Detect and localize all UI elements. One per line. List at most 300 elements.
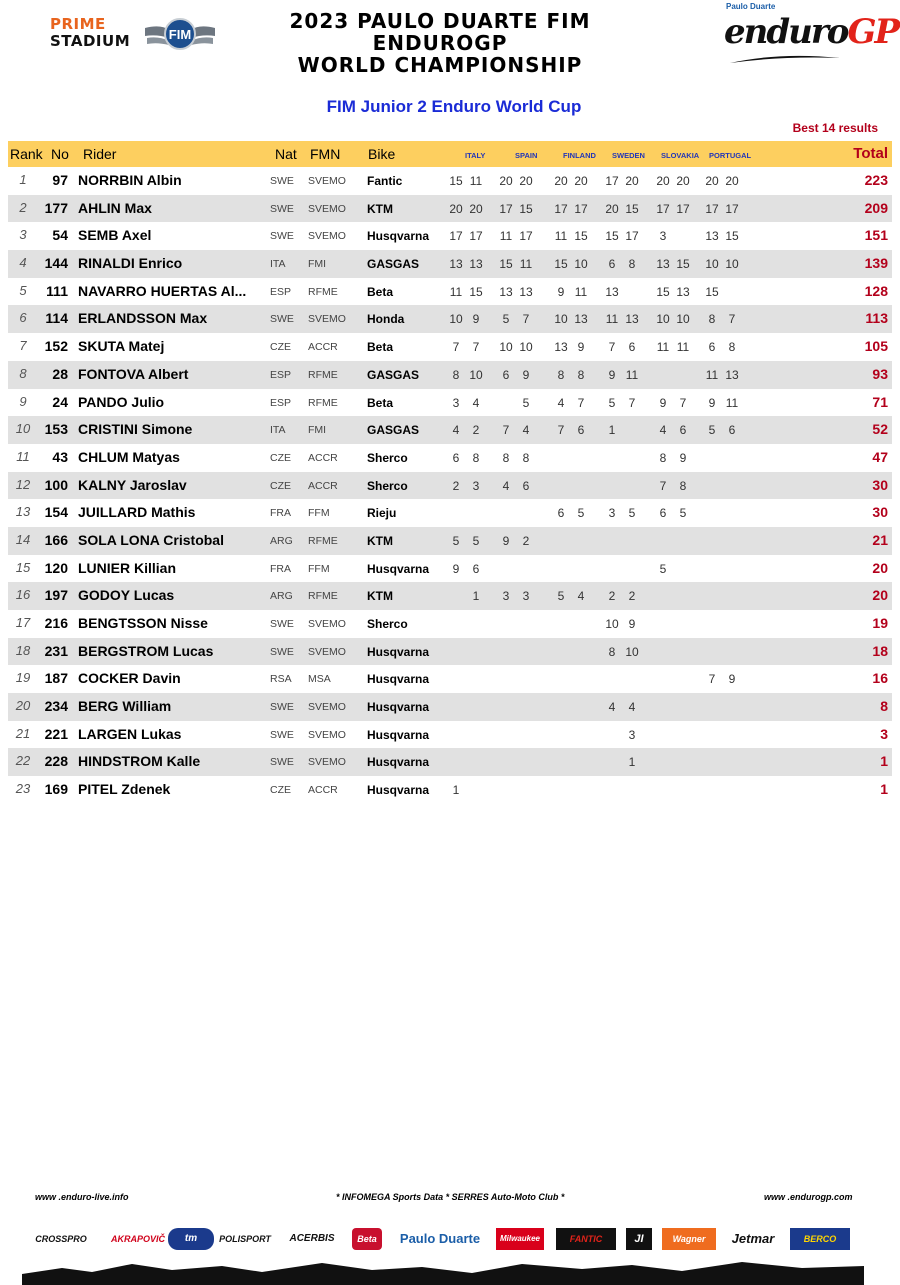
nationality-cell: SWE	[270, 645, 294, 658]
table-row	[8, 527, 892, 555]
rider-name-cell: BERG William	[78, 698, 172, 715]
score-cell: 20	[519, 174, 533, 188]
fmn-cell: RFME	[308, 285, 338, 298]
col-total: Total	[853, 145, 888, 162]
score-cell: 20	[574, 174, 588, 188]
rank-cell: 7	[19, 338, 27, 354]
table-row	[8, 250, 892, 278]
rank-cell: 16	[15, 587, 31, 603]
fmn-cell: ACCR	[308, 451, 338, 464]
score-cell: 11	[625, 367, 639, 382]
event-title-line2: WORLD CHAMPIONSHIP	[297, 53, 583, 77]
table-row	[8, 610, 892, 638]
rank-cell: 14	[15, 531, 31, 547]
sponsor-crosspro: CROSSPRO	[35, 1234, 87, 1244]
nationality-cell: ARG	[270, 534, 293, 547]
score-cell: 13	[676, 284, 690, 299]
endurogp-logo-word	[724, 12, 898, 52]
rider-name-cell: BENGTSSON Nisse	[78, 615, 208, 631]
score-cell: 5	[557, 589, 565, 604]
col-country-sweden: SWEDEN	[612, 151, 645, 160]
score-cell: 17	[656, 201, 670, 216]
score-cell: 17	[676, 201, 690, 216]
rank-cell: 2	[19, 199, 27, 215]
table-header	[8, 141, 892, 167]
rank-cell: 15	[15, 559, 31, 575]
rider-number-cell: 234	[44, 698, 68, 715]
bike-cell: KTM	[367, 589, 393, 604]
rider-name-cell: PITEL Zdenek	[78, 781, 171, 798]
rider-number-cell: 187	[44, 670, 68, 687]
bike-cell: Honda	[367, 312, 405, 327]
score-cell: 15	[605, 229, 619, 244]
score-cell: 13	[605, 284, 619, 299]
score-cell: 10	[449, 312, 463, 327]
rank-cell: 17	[15, 615, 31, 630]
table-row	[8, 638, 892, 666]
col-country-italy: ITALY	[465, 151, 486, 160]
score-cell: 7	[472, 340, 480, 355]
rider-name-cell: PANDO Julio	[78, 393, 165, 410]
col-fmn: FMN	[310, 146, 341, 162]
table-row	[8, 693, 892, 721]
total-cell: 128	[864, 282, 888, 299]
sponsor-milwaukee: Milwaukee	[496, 1228, 544, 1250]
rider-number-cell: 111	[46, 282, 68, 299]
score-cell: 6	[679, 423, 687, 438]
score-cell: 3	[608, 506, 616, 521]
rider-name-cell: CHLUM Matyas	[78, 448, 180, 465]
rank-cell: 19	[15, 670, 31, 686]
score-cell: 13	[519, 284, 533, 299]
score-cell: 5	[608, 395, 616, 410]
table-row	[8, 167, 892, 195]
score-cell: 7	[522, 312, 530, 327]
table-row	[8, 389, 892, 417]
score-cell: 8	[659, 450, 667, 465]
total-cell: 1	[880, 753, 888, 770]
score-cell: 10	[656, 312, 670, 327]
bike-cell: KTM	[367, 533, 393, 548]
total-cell: 139	[864, 255, 888, 272]
score-cell: 3	[502, 589, 510, 604]
bike-cell: Sherco	[367, 478, 408, 493]
sponsor-polisport: POLISPORT	[219, 1234, 271, 1244]
score-cell: 4	[659, 423, 667, 438]
fmn-cell: SVEMO	[308, 230, 346, 243]
col-country-finland: FINLAND	[563, 151, 596, 160]
score-cell: 1	[452, 783, 460, 798]
score-cell: 3	[522, 589, 530, 604]
rank-cell: 20	[15, 698, 31, 714]
rider-name-cell: SOLA LONA Cristobal	[78, 531, 224, 548]
score-cell: 6	[608, 257, 616, 272]
score-cell: 4	[628, 700, 636, 715]
rank-cell: 9	[19, 393, 27, 409]
fmn-cell: FFM	[308, 507, 330, 520]
nationality-cell: ESP	[270, 285, 292, 298]
score-cell: 5	[502, 312, 510, 327]
score-cell: 1	[608, 423, 616, 438]
score-cell: 13	[574, 312, 588, 327]
score-cell: 11	[554, 229, 568, 244]
score-cell: 4	[472, 395, 480, 410]
score-cell: 13	[449, 257, 463, 272]
table-body	[8, 167, 892, 804]
rider-name-cell: ERLANDSSON Max	[78, 310, 208, 327]
bike-cell: Husqvarna	[367, 561, 430, 576]
score-cell: 10	[574, 257, 588, 272]
nationality-cell: SWE	[270, 728, 294, 741]
score-cell: 20	[656, 174, 670, 188]
table-row	[8, 195, 892, 223]
endurogp-logo-enduro: enduro	[724, 12, 848, 52]
best-results-note: Best 14 results	[792, 121, 878, 135]
rank-cell: 23	[15, 781, 31, 797]
score-cell: 6	[708, 340, 716, 355]
score-cell: 9	[452, 561, 460, 576]
score-cell: 15	[499, 257, 513, 272]
sponsor-beta: Beta	[352, 1228, 382, 1250]
total-cell: 20	[872, 559, 888, 576]
nationality-cell: SWE	[270, 701, 294, 714]
score-cell: 15	[519, 201, 533, 216]
fmn-cell: SVEMO	[308, 645, 346, 658]
score-cell: 17	[469, 229, 483, 244]
score-cell: 3	[472, 478, 480, 493]
score-cell: 9	[659, 395, 667, 410]
fmn-cell: RFME	[308, 396, 338, 409]
score-cell: 20	[449, 201, 463, 216]
fim-logo	[143, 14, 217, 54]
col-rank: Rank	[10, 146, 43, 162]
score-cell: 5	[452, 533, 460, 548]
score-cell: 5	[659, 561, 667, 576]
fmn-cell: RFME	[308, 534, 338, 547]
score-cell: 17	[499, 201, 513, 216]
total-cell: 1	[880, 781, 888, 798]
col-country-spain: SPAIN	[515, 151, 538, 160]
total-cell: 71	[872, 393, 888, 410]
rider-name-cell: RINALDI Enrico	[78, 255, 183, 272]
sponsor-strip	[26, 1222, 860, 1256]
score-cell: 15	[625, 201, 639, 216]
score-cell: 6	[659, 506, 667, 521]
nationality-cell: ESP	[270, 368, 292, 381]
nationality-cell: FRA	[270, 562, 291, 575]
score-cell: 2	[452, 478, 460, 493]
footer-links	[0, 1192, 900, 1206]
fmn-cell: SVEMO	[308, 756, 346, 769]
score-cell: 20	[605, 201, 619, 216]
total-cell: 93	[872, 365, 888, 382]
terrain-silhouette	[22, 1258, 864, 1285]
table-row	[8, 333, 892, 361]
fmn-cell: FMI	[308, 258, 327, 271]
score-cell: 10	[499, 340, 513, 355]
rider-number-cell: 28	[52, 365, 68, 382]
sponsor-ji: JI	[626, 1228, 652, 1250]
score-cell: 17	[574, 201, 588, 216]
score-cell: 7	[628, 395, 636, 410]
score-cell: 3	[452, 395, 460, 410]
score-cell: 8	[577, 367, 585, 382]
rider-number-cell: 144	[44, 255, 68, 272]
fmn-cell: ACCR	[308, 479, 338, 492]
fmn-cell: ACCR	[308, 784, 338, 797]
score-cell: 11	[519, 257, 533, 272]
sponsor-jetmar: Jetmar	[731, 1231, 775, 1246]
bike-cell: Sherco	[367, 450, 408, 465]
rider-number-cell: 154	[44, 504, 68, 521]
fmn-cell: RFME	[308, 590, 338, 603]
event-title-line1: 2023 PAULO DUARTE FIM ENDUROGP	[289, 9, 591, 55]
col-no: No	[51, 146, 69, 162]
rank-cell: 22	[15, 753, 31, 769]
endurogp-logo-gp: GP	[847, 12, 899, 52]
score-cell: 10	[519, 340, 533, 355]
bike-cell: Husqvarna	[367, 727, 430, 742]
rider-name-cell: SKUTA Matej	[78, 338, 165, 355]
rider-number-cell: 152	[44, 338, 68, 355]
score-cell: 17	[554, 201, 568, 216]
fmn-cell: SVEMO	[308, 701, 346, 714]
score-cell: 8	[502, 450, 510, 465]
bike-cell: Husqvarna	[367, 229, 430, 244]
rider-number-cell: 120	[44, 559, 68, 576]
score-cell: 10	[676, 312, 690, 327]
score-cell: 5	[522, 395, 530, 410]
table-row	[8, 748, 892, 776]
score-cell: 17	[605, 174, 619, 188]
rank-cell: 21	[15, 725, 31, 741]
table-row	[8, 665, 892, 693]
bike-cell: Fantic	[367, 174, 403, 188]
total-cell: 105	[864, 338, 888, 355]
score-cell: 8	[679, 478, 687, 493]
score-cell: 11	[499, 229, 513, 244]
table-row	[8, 555, 892, 583]
rider-name-cell: LUNIER Killian	[78, 559, 177, 576]
bike-cell: GASGAS	[367, 367, 420, 382]
score-cell: 20	[625, 174, 639, 188]
total-cell: 30	[872, 476, 888, 493]
score-cell: 20	[469, 201, 483, 216]
score-cell: 11	[574, 284, 588, 299]
rider-name-cell: COCKER Davin	[78, 670, 181, 687]
score-cell: 7	[557, 423, 565, 438]
score-cell: 4	[522, 423, 530, 438]
score-cell: 7	[708, 672, 716, 687]
score-cell: 9	[708, 395, 716, 410]
score-cell: 7	[679, 395, 687, 410]
score-cell: 9	[728, 672, 736, 687]
score-cell: 4	[608, 700, 616, 715]
score-cell: 8	[557, 367, 565, 382]
rider-name-cell: LARGEN Lukas	[78, 725, 182, 742]
nationality-cell: SWE	[270, 313, 294, 326]
score-cell: 9	[577, 340, 585, 355]
rider-number-cell: 169	[44, 781, 68, 798]
score-cell: 6	[628, 340, 636, 355]
fmn-cell: SVEMO	[308, 175, 346, 187]
score-cell: 10	[554, 312, 568, 327]
rider-name-cell: JUILLARD Mathis	[78, 504, 196, 521]
sponsor-wagner: Wagner	[662, 1228, 716, 1250]
rank-cell: 12	[15, 476, 31, 492]
score-cell: 2	[628, 589, 636, 604]
score-cell: 6	[522, 478, 530, 493]
endurogp-logo-sponsor: Paulo Duarte	[726, 2, 776, 11]
table-row	[8, 776, 892, 804]
score-cell: 6	[728, 423, 736, 438]
score-cell: 2	[608, 589, 616, 604]
total-cell: 151	[864, 227, 888, 244]
score-cell: 7	[577, 395, 585, 410]
score-cell: 9	[522, 367, 530, 382]
total-cell: 20	[872, 587, 888, 604]
nationality-cell: SWE	[270, 756, 294, 769]
score-cell: 9	[472, 312, 480, 327]
rank-cell: 10	[15, 421, 31, 437]
bike-cell: GASGAS	[367, 423, 420, 438]
score-cell: 6	[557, 506, 565, 521]
score-cell: 4	[577, 589, 585, 604]
score-cell: 13	[469, 257, 483, 272]
fmn-cell: MSA	[308, 673, 331, 686]
sponsor-paulo-duarte: Paulo Duarte	[399, 1231, 481, 1246]
score-cell: 11	[656, 340, 670, 355]
table-row	[8, 278, 892, 306]
score-cell: 7	[608, 340, 616, 355]
rider-name-cell: SEMB Axel	[78, 227, 152, 244]
score-cell: 15	[574, 229, 588, 244]
nationality-cell: CZE	[270, 451, 291, 464]
total-cell: 18	[872, 642, 888, 659]
score-cell: 11	[705, 367, 719, 382]
rider-number-cell: 114	[45, 310, 68, 327]
nationality-cell: ARG	[270, 590, 293, 603]
nationality-cell: SWE	[270, 618, 294, 630]
score-cell: 13	[725, 367, 739, 382]
score-cell: 20	[499, 174, 513, 188]
rider-name-cell: KALNY Jaroslav	[78, 476, 187, 493]
score-cell: 9	[608, 367, 616, 382]
score-cell: 13	[705, 229, 719, 244]
score-cell: 17	[449, 229, 463, 244]
bike-cell: Husqvarna	[367, 644, 430, 659]
score-cell: 13	[554, 340, 568, 355]
score-cell: 10	[725, 257, 739, 272]
prime-logo-line1: PRIME	[50, 15, 106, 33]
total-cell: 21	[872, 531, 888, 548]
score-cell: 6	[502, 367, 510, 382]
rank-cell: 13	[15, 504, 31, 520]
bike-cell: KTM	[367, 201, 393, 216]
score-cell: 15	[725, 229, 739, 244]
fmn-cell: SVEMO	[308, 618, 346, 630]
score-cell: 2	[472, 423, 480, 438]
rider-name-cell: FONTOVA Albert	[78, 365, 189, 382]
prime-stadium-logo	[50, 16, 130, 50]
total-cell: 209	[864, 199, 888, 216]
table-row	[8, 582, 892, 610]
rider-name-cell: HINDSTROM Kalle	[78, 753, 201, 770]
score-cell: 15	[469, 284, 483, 299]
score-cell: 10	[625, 644, 639, 659]
score-cell: 4	[502, 478, 510, 493]
fmn-cell: FFM	[308, 562, 330, 575]
score-cell: 11	[676, 340, 690, 355]
nationality-cell: ESP	[270, 396, 292, 409]
score-cell: 8	[608, 644, 616, 659]
total-cell: 8	[880, 698, 888, 715]
score-cell: 20	[554, 174, 568, 188]
nationality-cell: CZE	[270, 341, 291, 354]
event-title	[225, 10, 655, 76]
score-cell: 20	[676, 174, 690, 188]
endurogp-logo	[722, 2, 899, 70]
score-cell: 10	[469, 367, 483, 382]
score-cell: 7	[659, 478, 667, 493]
score-cell: 17	[725, 201, 739, 216]
score-cell: 8	[452, 367, 460, 382]
score-cell: 7	[452, 340, 460, 355]
score-cell: 1	[472, 589, 480, 604]
score-cell: 15	[554, 257, 568, 272]
score-cell: 8	[472, 450, 480, 465]
score-cell: 15	[705, 284, 719, 299]
score-cell: 8	[628, 257, 636, 272]
nationality-cell: SWE	[270, 230, 294, 243]
rider-number-cell: 177	[44, 199, 68, 216]
score-cell: 17	[625, 229, 639, 244]
fmn-cell: FMI	[308, 424, 327, 437]
score-cell: 8	[522, 450, 530, 465]
rider-number-cell: 166	[44, 531, 68, 548]
score-cell: 13	[625, 312, 639, 327]
rider-number-cell: 43	[52, 448, 68, 465]
sponsor-akrapovic: AKRAPOVIČ	[110, 1234, 165, 1244]
score-cell: 10	[605, 617, 619, 631]
sponsor-acerbis: ACERBIS	[289, 1233, 335, 1244]
score-cell: 7	[728, 312, 736, 327]
score-cell: 5	[577, 506, 585, 521]
sponsor-tm: tm	[168, 1228, 214, 1250]
sponsor-fantic: FANTIC	[556, 1228, 616, 1250]
table-row	[8, 444, 892, 472]
table-row	[8, 499, 892, 527]
bike-cell: Rieju	[367, 506, 397, 521]
rider-number-cell: 100	[44, 476, 68, 493]
score-cell: 10	[705, 257, 719, 272]
score-cell: 6	[577, 423, 585, 438]
score-cell: 15	[449, 174, 463, 188]
nationality-cell: SWE	[270, 202, 294, 215]
footer-link-enduro-live[interactable]: www .enduro-live.info	[35, 1192, 129, 1202]
total-cell: 19	[872, 615, 888, 631]
score-cell: 6	[472, 561, 480, 576]
score-cell: 9	[628, 617, 636, 631]
score-cell: 8	[708, 312, 716, 327]
rank-cell: 11	[16, 448, 30, 464]
score-cell: 5	[679, 506, 687, 521]
bike-cell: Husqvarna	[367, 700, 430, 715]
footer-link-endurogp[interactable]: www .endurogp.com	[764, 1192, 853, 1202]
bike-cell: Husqvarna	[367, 672, 430, 687]
score-cell: 3	[659, 229, 667, 244]
bike-cell: Beta	[367, 340, 394, 355]
